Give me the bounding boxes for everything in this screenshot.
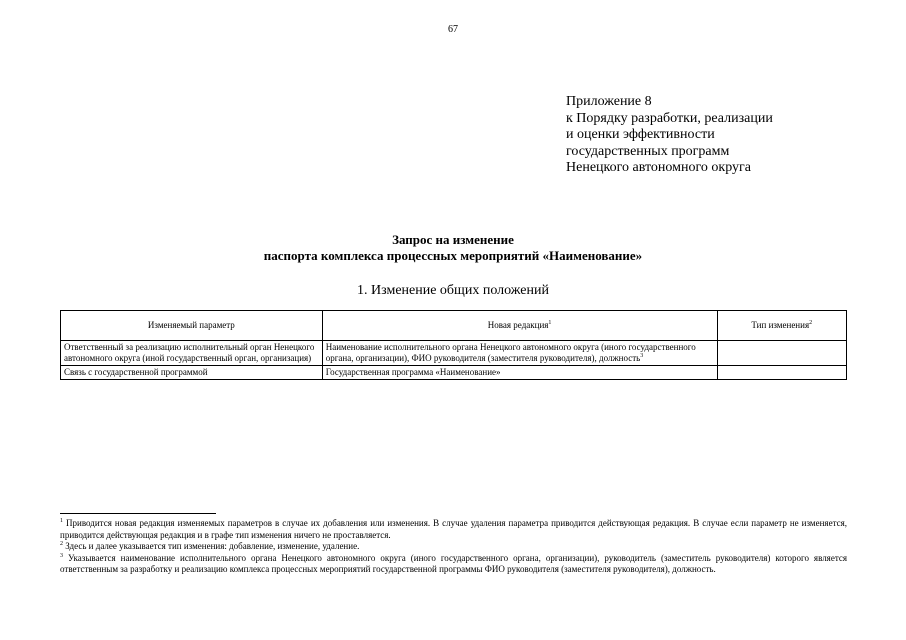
cell-param: Ответственный за реализацию исполнительный орган Ненецкого автономного округа (иной государственный орган, организация) <box>61 341 323 366</box>
cell-change-type <box>717 366 846 380</box>
header-change-type <box>717 311 846 341</box>
cell-new-edition-text: Государственная программа «Наименование» <box>325 367 501 377</box>
footnote-ref: 2 <box>809 320 813 326</box>
changes-table <box>60 310 847 380</box>
footnote-ref: 3 <box>640 353 644 359</box>
cell-change-type <box>717 341 846 366</box>
table-row <box>61 341 847 366</box>
cell-param: Связь с государственной программой <box>61 366 323 380</box>
document-title-line-2: паспорта комплекса процессных мероприятий «Наименование» <box>263 248 643 263</box>
cell-new-edition-text: Наименование исполнительного органа Ненецкого автономного округа (иного государственного органа, организации), ФИО руководителя (заместителя руководителя), должность <box>325 342 696 363</box>
page-number: 67 <box>448 24 458 35</box>
footnote-text: Здесь и далее указывается тип изменения: добавление, изменение, удаление. <box>63 541 360 551</box>
header-param-label: Изменяемый параметр <box>147 320 235 330</box>
footnote-divider <box>60 513 216 514</box>
appendix-line: и оценки эффективности <box>566 127 715 142</box>
header-new-edition <box>322 311 717 341</box>
cell-new-edition <box>322 366 717 380</box>
header-new-edition-label: Новая редакция <box>487 320 549 330</box>
header-change-type-label: Тип изменения <box>751 320 810 330</box>
footnote-number: 2 <box>60 541 63 547</box>
document-title <box>0 232 906 264</box>
footnotes <box>60 518 847 576</box>
footnote-text: Приводится новая редакция изменяемых параметров в случае их добавления или изменения. В случае удаления параметра приводится действующая редакция. В случае если параметр не изменяется, приводится действующая редакция и в графе тип изменения ничего не проставляется. <box>60 518 847 540</box>
appendix-line: Ненецкого автономного округа <box>566 160 751 175</box>
document-title-line-1: Запрос на изменение <box>392 232 514 247</box>
footnote-text: Указывается наименование исполнительного органа Ненецкого автономного округа (иного государственного органа, организации), руководитель (заместитель руководителя) которого является ответственным за разработку и реализацию комплекса процессных мероприятий государственной программы ФИО руководителя (заместителя руководителя), должность. <box>60 552 847 574</box>
section-title: 1. Изменение общих положений <box>357 283 549 298</box>
footnote <box>60 518 847 541</box>
footnote-number: 1 <box>60 518 63 524</box>
appendix-block <box>566 94 773 177</box>
appendix-line: государственных программ <box>566 143 730 159</box>
cell-new-edition <box>322 341 717 366</box>
appendix-line: Приложение 8 <box>566 94 652 109</box>
footnote <box>60 541 847 553</box>
table-row <box>61 366 847 380</box>
footnote-ref: 1 <box>548 320 552 326</box>
footnote-number: 3 <box>60 552 63 559</box>
appendix-line: к Порядку разработки, реализации <box>566 110 773 126</box>
table-header-row <box>61 311 847 341</box>
footnote <box>60 553 847 576</box>
header-param <box>61 311 323 341</box>
